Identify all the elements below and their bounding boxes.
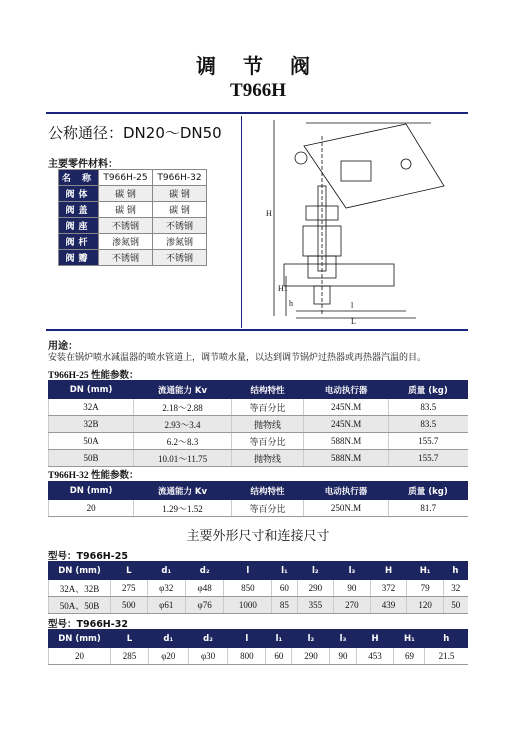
dims-header-cell: l₃ xyxy=(334,562,371,580)
mid-divider xyxy=(46,329,468,331)
materials-cell: 不锈钢 xyxy=(153,218,207,234)
materials-cell: 不锈钢 xyxy=(99,250,153,266)
perf25-header-cell: 结构特性 xyxy=(231,381,303,399)
materials-cell: 不锈钢 xyxy=(153,250,207,266)
table-cell: 372 xyxy=(370,580,407,597)
table-cell: 21.5 xyxy=(425,648,468,665)
table-cell: 32A、32B xyxy=(49,580,111,597)
table-row xyxy=(49,580,468,597)
table-row xyxy=(49,648,468,665)
table-cell: 800 xyxy=(228,648,266,665)
table-cell: 等百分比 xyxy=(231,399,303,416)
drawing-label: l xyxy=(351,301,354,310)
dims-header-cell: H xyxy=(356,630,394,648)
dims-header-cell: H₁ xyxy=(394,630,425,648)
table-cell: 50B xyxy=(49,450,134,467)
table-cell: φ61 xyxy=(147,597,185,614)
table-cell: 1.29～1.52 xyxy=(134,500,232,517)
dims-header-cell: DN (mm) xyxy=(49,630,111,648)
model-number: T966H xyxy=(230,80,286,101)
dims32-header-row xyxy=(49,630,468,648)
materials-row xyxy=(59,250,207,266)
actuator-body xyxy=(304,124,444,208)
dims-header-cell: l₂ xyxy=(297,562,334,580)
materials-cell: 渗氮钢 xyxy=(153,234,207,250)
dims-header-cell: l xyxy=(228,630,266,648)
perf32-label: T966H-32 性能参数： xyxy=(48,471,139,481)
dims-header-cell: DN (mm) xyxy=(49,562,111,580)
materials-part-name: 阀盖 xyxy=(59,202,99,218)
page-title: 调 节 阀 xyxy=(196,54,320,78)
table-cell: φ32 xyxy=(147,580,185,597)
perf32-header-cell: 电动执行器 xyxy=(304,482,389,500)
materials-header-cell: T966H-32 xyxy=(153,170,207,186)
dimensions-section-title: 主要外形尺寸和连接尺寸 xyxy=(186,529,330,544)
dims32-label: 型号：T966H-32 xyxy=(48,619,128,630)
valve-body-pipe xyxy=(284,264,394,286)
dims25-table xyxy=(48,561,468,614)
table-cell: 1000 xyxy=(224,597,272,614)
table-cell: 245N.M xyxy=(304,399,389,416)
table-cell: 90 xyxy=(330,648,356,665)
table-row xyxy=(49,399,468,416)
table-cell: 355 xyxy=(297,597,334,614)
table-cell: 60 xyxy=(266,648,292,665)
table-cell: 245N.M xyxy=(304,416,389,433)
perf25-header-cell: 电动执行器 xyxy=(304,381,389,399)
dims-header-cell: d₁ xyxy=(148,630,188,648)
table-cell: 等百分比 xyxy=(231,433,303,450)
table-cell: 69 xyxy=(394,648,425,665)
materials-row xyxy=(59,234,207,250)
perf25-header-cell: 质量 (kg) xyxy=(389,381,468,399)
perf32-table xyxy=(48,481,468,517)
drawing-label: h xyxy=(289,299,293,308)
valve-drawing xyxy=(256,116,456,326)
table-cell: 290 xyxy=(292,648,330,665)
perf32-header-cell: 结构特性 xyxy=(231,482,303,500)
dims-header-cell: d₂ xyxy=(185,562,223,580)
perf25-header-cell: DN (mm) xyxy=(49,381,134,399)
table-cell: 500 xyxy=(111,597,148,614)
table-cell: 10.01～11.75 xyxy=(134,450,232,467)
section-divider-vertical xyxy=(241,116,242,328)
materials-cell: 碳 钢 xyxy=(99,202,153,218)
table-cell: 20 xyxy=(49,648,111,665)
actuator-gearbox xyxy=(341,161,371,181)
table-row xyxy=(49,433,468,450)
dims25-header-row xyxy=(49,562,468,580)
table-cell: 6.2～8.3 xyxy=(134,433,232,450)
table-cell: 290 xyxy=(297,580,334,597)
table-cell: 抛物线 xyxy=(231,416,303,433)
table-cell: 588N.M xyxy=(304,433,389,450)
dims-header-cell: H₁ xyxy=(407,562,444,580)
perf32-header-row xyxy=(49,482,468,500)
table-cell: 79 xyxy=(407,580,444,597)
table-cell: 32A xyxy=(49,399,134,416)
table-cell: 453 xyxy=(356,648,394,665)
motor-cap xyxy=(401,159,411,169)
table-cell: 50 xyxy=(443,597,467,614)
table-cell: 83.5 xyxy=(389,399,468,416)
table-cell: φ76 xyxy=(185,597,223,614)
perf25-header-row xyxy=(49,381,468,399)
materials-cell: 碳 钢 xyxy=(153,186,207,202)
materials-cell: 碳 钢 xyxy=(99,186,153,202)
materials-part-name: 阀杆 xyxy=(59,234,99,250)
table-cell: 32 xyxy=(443,580,467,597)
table-cell: 85 xyxy=(272,597,297,614)
dims-header-cell: H xyxy=(370,562,407,580)
table-cell: 588N.M xyxy=(304,450,389,467)
materials-part-name: 阀瓣 xyxy=(59,250,99,266)
table-row xyxy=(49,597,468,614)
dims-header-cell: l xyxy=(224,562,272,580)
use-label: 用途： xyxy=(48,341,78,352)
table-row xyxy=(49,416,468,433)
dims-header-cell: d₂ xyxy=(188,630,228,648)
table-cell: 120 xyxy=(407,597,444,614)
dims-header-cell: l₁ xyxy=(272,562,297,580)
table-cell: 32B xyxy=(49,416,134,433)
dims-header-cell: h xyxy=(425,630,468,648)
table-cell: 275 xyxy=(111,580,148,597)
perf25-header-cell: 流通能力 Kv xyxy=(134,381,232,399)
dims32-table xyxy=(48,629,468,665)
materials-row xyxy=(59,186,207,202)
perf32-header-cell: DN (mm) xyxy=(49,482,134,500)
table-cell: 81.7 xyxy=(389,500,468,517)
table-cell: 抛物线 xyxy=(231,450,303,467)
dims-header-cell: l₂ xyxy=(292,630,330,648)
table-cell: 2.18～2.88 xyxy=(134,399,232,416)
materials-part-name: 阀座 xyxy=(59,218,99,234)
perf32-header-cell: 质量 (kg) xyxy=(389,482,468,500)
dims25-label: 型号：T966H-25 xyxy=(48,551,128,562)
materials-header-cell: 名 称 xyxy=(59,170,99,186)
handwheel xyxy=(295,152,307,164)
dims-header-cell: h xyxy=(443,562,467,580)
perf25-table xyxy=(48,380,468,467)
table-row xyxy=(49,450,468,467)
table-cell: 90 xyxy=(334,580,371,597)
table-cell: 285 xyxy=(111,648,149,665)
materials-header-row xyxy=(59,170,207,186)
table-cell: 等百分比 xyxy=(231,500,303,517)
materials-cell: 渗氮钢 xyxy=(99,234,153,250)
drawing-label: H1 xyxy=(278,284,288,293)
table-cell: 155.7 xyxy=(389,450,468,467)
table-cell: φ48 xyxy=(185,580,223,597)
table-row xyxy=(49,500,468,517)
table-cell: 83.5 xyxy=(389,416,468,433)
drawing-label: H xyxy=(266,209,272,218)
materials-row xyxy=(59,202,207,218)
table-cell: 2.93～3.4 xyxy=(134,416,232,433)
table-cell: 250N.M xyxy=(304,500,389,517)
table-cell: 155.7 xyxy=(389,433,468,450)
materials-table xyxy=(58,169,207,266)
dims-header-cell: L xyxy=(111,562,148,580)
header-divider xyxy=(46,112,468,114)
dims-header-cell: l₁ xyxy=(266,630,292,648)
table-cell: 60 xyxy=(272,580,297,597)
materials-cell: 碳 钢 xyxy=(153,202,207,218)
materials-header-cell: T966H-25 xyxy=(99,170,153,186)
drawing-label: L xyxy=(351,317,356,326)
perf32-header-cell: 流通能力 Kv xyxy=(134,482,232,500)
materials-part-name: 阀体 xyxy=(59,186,99,202)
use-description: 安装在锅炉喷水减温器的喷水管道上，调节喷水量，以达到调节锅炉过热器或再热器汽温的目。 xyxy=(48,353,427,363)
materials-row xyxy=(59,218,207,234)
dims-header-cell: l₃ xyxy=(330,630,356,648)
table-cell: 850 xyxy=(224,580,272,597)
table-cell: 270 xyxy=(334,597,371,614)
materials-label: 主要零件材料： xyxy=(48,159,118,170)
table-cell: 50A xyxy=(49,433,134,450)
table-cell: φ20 xyxy=(148,648,188,665)
nominal-diameter: 公称通径：DN20～DN50 xyxy=(48,124,222,142)
dims-header-cell: d₁ xyxy=(147,562,185,580)
table-cell: 50A、50B xyxy=(49,597,111,614)
materials-cell: 不锈钢 xyxy=(99,218,153,234)
dims-header-cell: L xyxy=(111,630,149,648)
table-cell: φ30 xyxy=(188,648,228,665)
perf25-label: T966H-25 性能参数： xyxy=(48,371,139,381)
table-cell: 20 xyxy=(49,500,134,517)
table-cell: 439 xyxy=(370,597,407,614)
